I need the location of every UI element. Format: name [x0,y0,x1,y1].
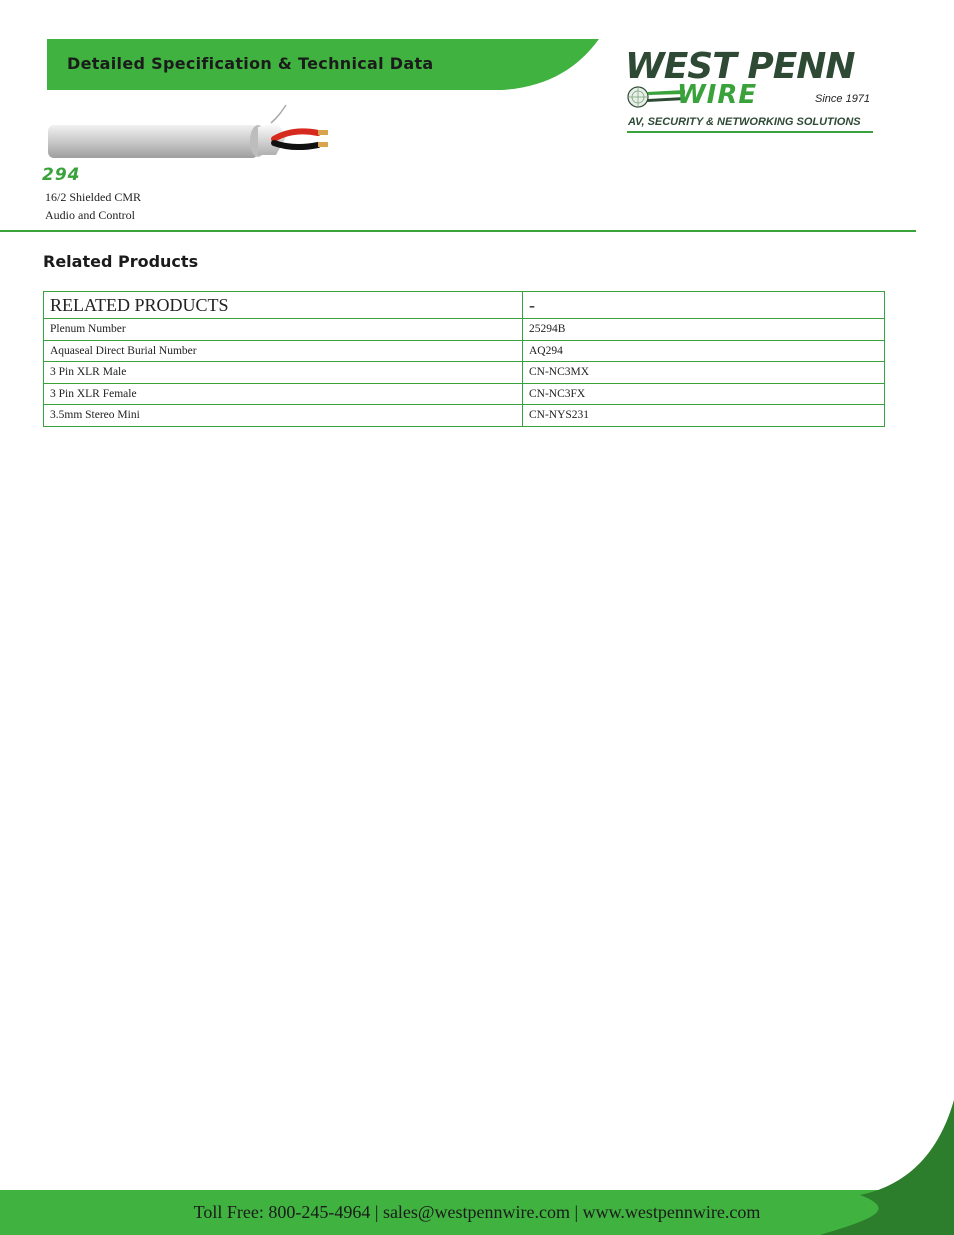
table-cell-value: 25294B [523,319,885,341]
header-title: Detailed Specification & Technical Data [67,54,434,73]
table-cell-value: CN-NC3MX [523,362,885,384]
product-description-line-2: Audio and Control [45,208,135,222]
table-cell-value: CN-NC3FX [523,383,885,405]
table-header-row [44,292,885,319]
table-cell-label: 3 Pin XLR Male [44,362,523,384]
logo-tagline: AV, SECURITY & NETWORKING SOLUTIONS [628,116,861,128]
logo-west-penn: WEST PENN [625,46,855,87]
related-products-heading: Related Products [43,252,199,271]
logo-since: Since 1971 [815,93,871,105]
product-description-line-1: 16/2 Shielded CMR [45,190,142,204]
table-header-cell: RELATED PRODUCTS [44,292,523,319]
cable-illustration [46,103,331,161]
header-banner [47,39,599,90]
table-cell-label: Plenum Number [44,319,523,341]
table-row [44,362,885,384]
section-divider [0,230,916,232]
logo-wire: WIRE [677,80,758,110]
table-row [44,319,885,341]
table-row [44,405,885,427]
part-number: 294 [42,165,81,185]
table-row [44,383,885,405]
table-cell-label: 3 Pin XLR Female [44,383,523,405]
related-products-table [43,291,885,427]
table-cell-value: CN-NYS231 [523,405,885,427]
footer-contact: Toll Free: 800-245-4964 | sales@westpennwire.com | www.westpennwire.com [193,1202,761,1222]
table-header-cell: - [523,292,885,319]
table-cell-value: AQ294 [523,340,885,362]
table-cell-label: 3.5mm Stereo Mini [44,405,523,427]
logo-tagline-rule [627,131,873,133]
west-penn-wire-logo [625,48,905,138]
table-cell-label: Aquaseal Direct Burial Number [44,340,523,362]
table-row [44,340,885,362]
